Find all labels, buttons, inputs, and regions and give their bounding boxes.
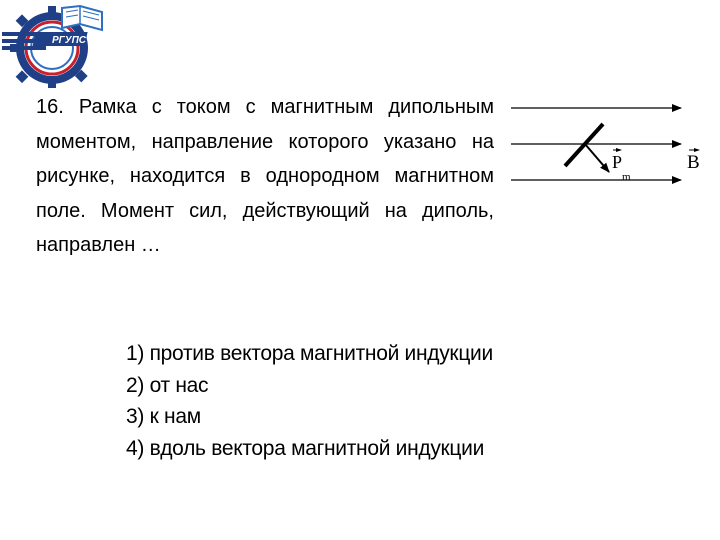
answer-option-2[interactable]: 2) от нас [126, 373, 209, 397]
answer-option-1[interactable]: 1) против вектора магнитной индукции [126, 342, 493, 365]
answer-option-3[interactable]: 3) к нам [126, 405, 201, 428]
logo-text: РГУПС [52, 35, 86, 46]
moment-label: P [612, 152, 623, 172]
answer-list [126, 338, 493, 464]
answer-option-4[interactable]: 4) вдоль вектора магнитной индукции [126, 436, 485, 460]
university-logo [2, 2, 106, 88]
book-icon [62, 6, 102, 30]
field-diagram [505, 90, 715, 200]
field-label: B [687, 152, 700, 173]
moment-subscript: m [622, 171, 631, 183]
moment-arrow [585, 144, 609, 172]
question-text: 16. Рамка с током с магнитным дипольным моментом, направление которого указано на рисунке, находится в однородном магнитном поле. Момент сил, действующий на диполь, направлен … [36, 96, 494, 256]
